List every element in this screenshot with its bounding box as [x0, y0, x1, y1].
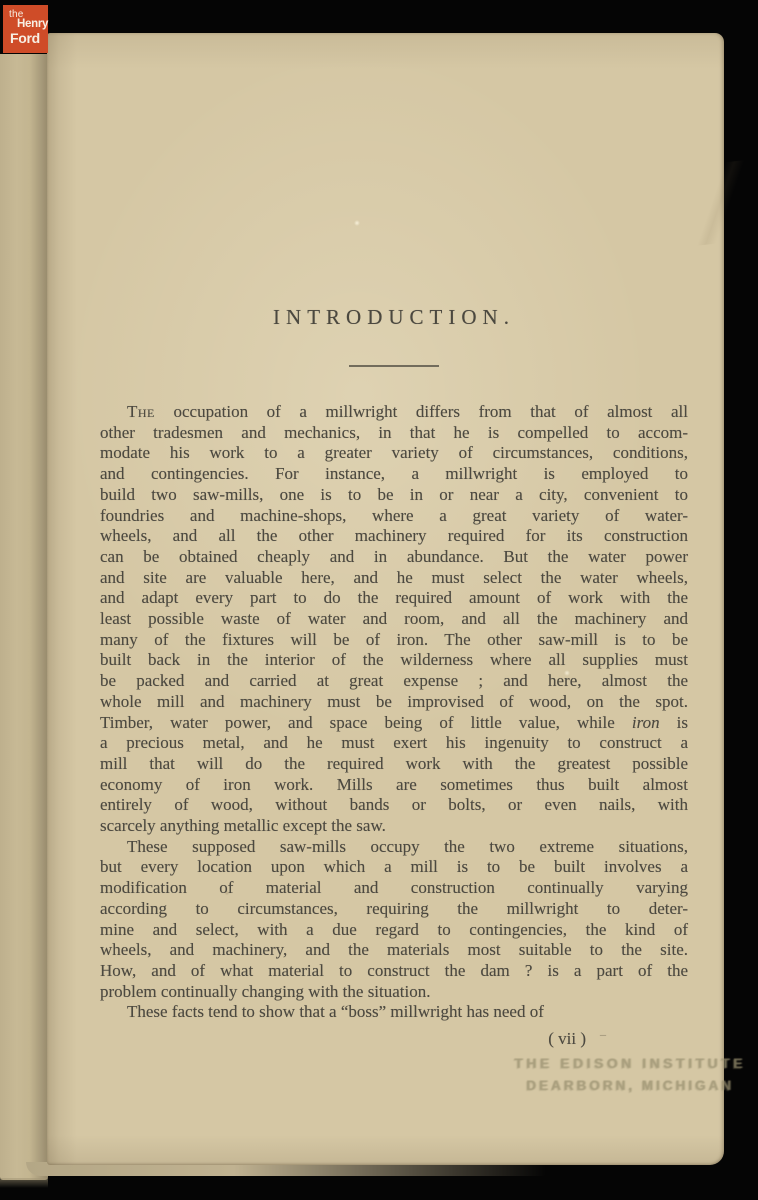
text-line: be packed and carried at great expense ; and here, almost the [100, 671, 688, 691]
book-page-edges [0, 54, 48, 1180]
text-line: mine and select, with a due regard to contingencies, the kind of [100, 919, 688, 939]
smallcaps-word: The [127, 402, 155, 421]
text-line: according to circumstances, requiring the millwright to deter- [100, 898, 688, 918]
page-number [100, 1024, 688, 1049]
text-line: and contingencies. For instance, a millwright is employed to [100, 464, 688, 484]
book-page [47, 33, 746, 1165]
text-line: The occupation of a millwright differs from that of almost all [127, 402, 688, 421]
italic-word: iron [631, 712, 660, 732]
page-number-dash: – [600, 1027, 606, 1042]
text-line: least possible waste of water and room, and all the machinery and [100, 609, 688, 629]
text-line: many of the fixtures will be of iron. The other saw-mill is to be [100, 629, 688, 649]
text-line: foundries and machine-shops, where a great variety of water- [100, 505, 688, 525]
page-number-text: ( vii ) [548, 1029, 586, 1049]
divider-rule [349, 365, 439, 367]
logo-word-the: the [9, 9, 24, 20]
library-stamp [460, 1055, 758, 1093]
page-content [100, 33, 746, 1165]
text-line: but every location upon which a mill is to be built involves a [100, 857, 688, 877]
text-line: How, and of what material to construct the dam ? is a part of the [100, 960, 688, 980]
text-line: and site are valuable here, and he must select the water wheels, [100, 567, 688, 587]
text-line: These supposed saw-mills occupy the two extreme situations, [127, 836, 688, 856]
text-line: mill that will do the required work with the greatest possible [100, 753, 688, 773]
text-line: built back in the interior of the wilderness where all supplies must [100, 650, 688, 670]
text-line: whole mill and machinery must be improvised of wood, on the spot. [100, 691, 688, 711]
paragraph [100, 402, 688, 837]
text-line: modate his work to a greater variety of circumstances, conditions, [100, 443, 688, 463]
logo-word-ford: Ford [10, 30, 40, 46]
henry-ford-logo [3, 5, 48, 53]
text-line: wheels, and all the other machinery required for its construction [100, 526, 688, 546]
library-stamp-line2: DEARBORN, MICHIGAN [526, 1078, 734, 1093]
text-line: scarcely anything metallic except the saw. [100, 816, 386, 836]
text-line: economy of iron work. Mills are sometimes thus built almost [100, 774, 688, 794]
text-line: problem continually changing with the situation. [100, 981, 431, 1001]
library-stamp-line1: THE EDISON INSTITUTE [514, 1055, 746, 1071]
text-line: build two saw-mills, one is to be in or near a city, convenient to [100, 484, 688, 504]
text-line: other tradesmen and mechanics, in that he is compelled to accom- [100, 422, 688, 442]
body-text [100, 402, 688, 1023]
paragraph [100, 1002, 688, 1023]
text-line: can be obtained cheaply and in abundance. But the water power [100, 546, 688, 566]
text-line: Timber, water power, and space being of little value, while iron is [100, 712, 688, 732]
paragraph [100, 837, 688, 1003]
text-line: modification of material and construction continually varying [100, 878, 688, 898]
logo-word-henry: Henry [17, 18, 49, 30]
text-line: and adapt every part to do the required amount of work with the [100, 588, 688, 608]
page-title: INTRODUCTION. [273, 305, 515, 329]
text-line: wheels, and machinery, and the materials most suitable to the site. [100, 940, 688, 960]
text-line: entirely of wood, without bands or bolts, or even nails, with [100, 795, 688, 815]
text-line: These facts tend to show that a “boss” millwright has need of [127, 1002, 544, 1022]
text-line: a precious metal, and he must exert his ingenuity to construct a [100, 733, 688, 753]
